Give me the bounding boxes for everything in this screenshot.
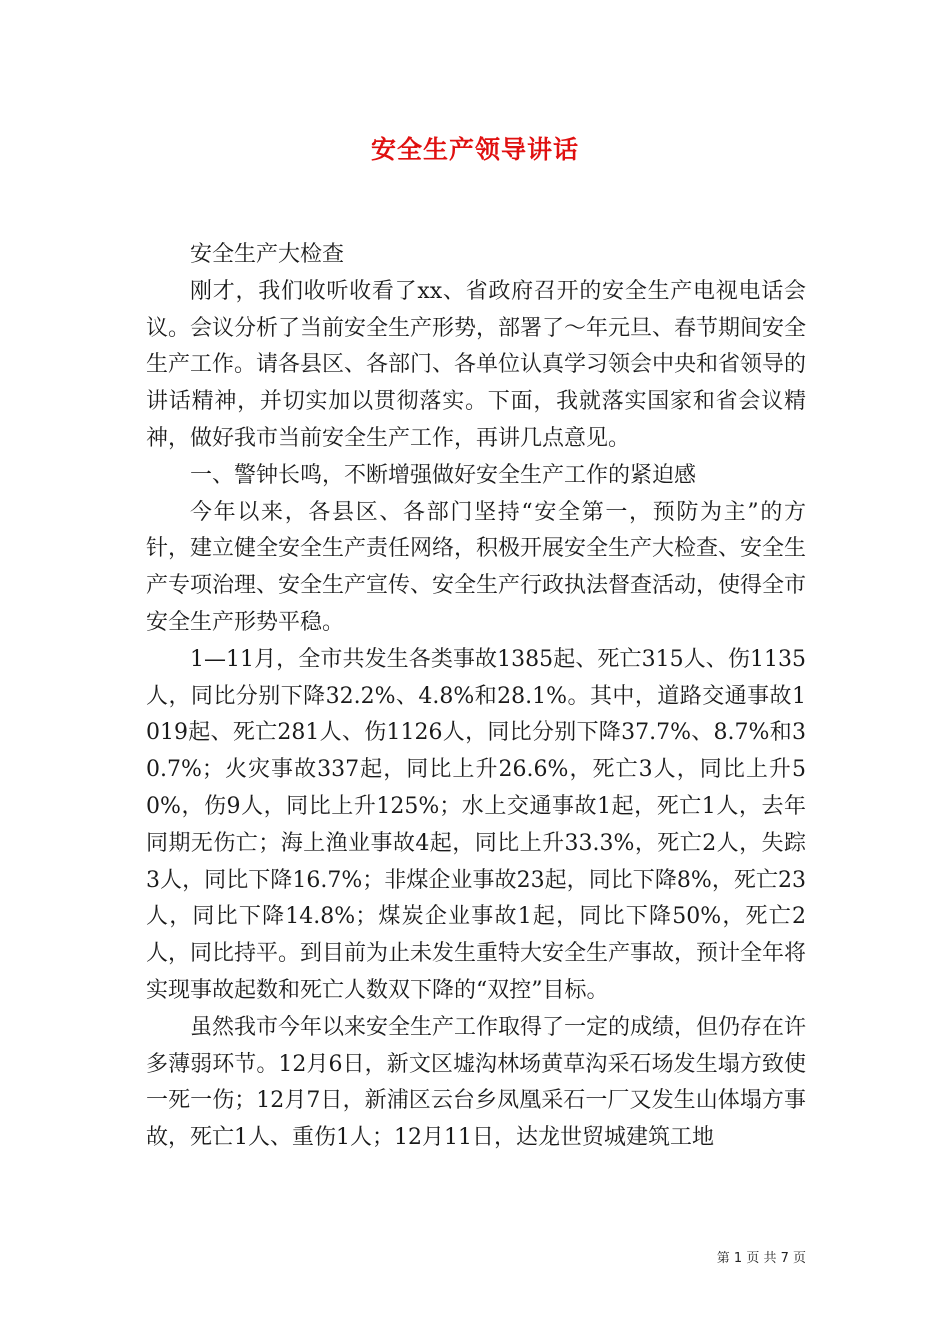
document-body <box>146 237 806 1157</box>
body-paragraph: 1—11月，全市共发生各类事故1385起、死亡315人、伤1135人，同比分别下降32.2%、4.8%和28.1%。其中，道路交通事故1019起、死亡281人、伤1126人，同比分别下降37.7%、8.7%和30.7%；火灾事故337起，同比上升26.6%，死亡3人，同比上升50%，伤9人，同比上升125%；水上交通事故1起，死亡1人，去年同期无伤亡；海上渔业事故4起，同比上升33.3%，死亡2人，失踪3人，同比下降16.7%；非煤企业事故23起，同比下降8%，死亡23人，同比下降14.8%；煤炭企业事故1起，同比下降50%，死亡2人，同比持平。到目前为止未发生重特大安全生产事故，预计全年将实现事故起数和死亡人数双下降的“双控”目标。 <box>146 646 807 1003</box>
page-indicator: 第 1 页 共 7 页 <box>716 1251 806 1266</box>
section-heading: 安全生产大检查 <box>190 242 345 267</box>
section-heading: 一、警钟长鸣，不断增强做好安全生产工作的紧迫感 <box>190 462 697 488</box>
document-title: 安全生产领导讲话 <box>370 135 579 164</box>
body-paragraph: 虽然我市今年以来安全生产工作取得了一定的成绩，但仍存在许多薄弱环节。12月6日，新文区墟沟林场黄草沟采石场发生塌方致使一死一伤；12月7日，新浦区云台乡凤凰采石一厂又发生山体塌方事故，死亡1人、重伤1人；12月11日，达龙世贸城建筑工地 <box>146 1014 807 1151</box>
body-paragraph: 今年以来，各县区、各部门坚持“安全第一，预防为主”的方针，建立健全安全生产责任网络，积极开展安全生产大检查、安全生产专项治理、安全生产宣传、安全生产行政执法督查活动，使得全市安全生产形势平稳。 <box>146 499 807 635</box>
body-paragraph: 刚才，我们收听收看了xx、省政府召开的安全生产电视电话会议。会议分析了当前安全生产形势，部署了～年元旦、春节期间安全生产工作。请各县区、各部门、各单位认真学习领会中央和省领导的讲话精神，并切实加以贯彻落实。下面，我就落实国家和省会议精神，做好我市当前安全生产工作，再讲几点意见。 <box>146 278 807 451</box>
